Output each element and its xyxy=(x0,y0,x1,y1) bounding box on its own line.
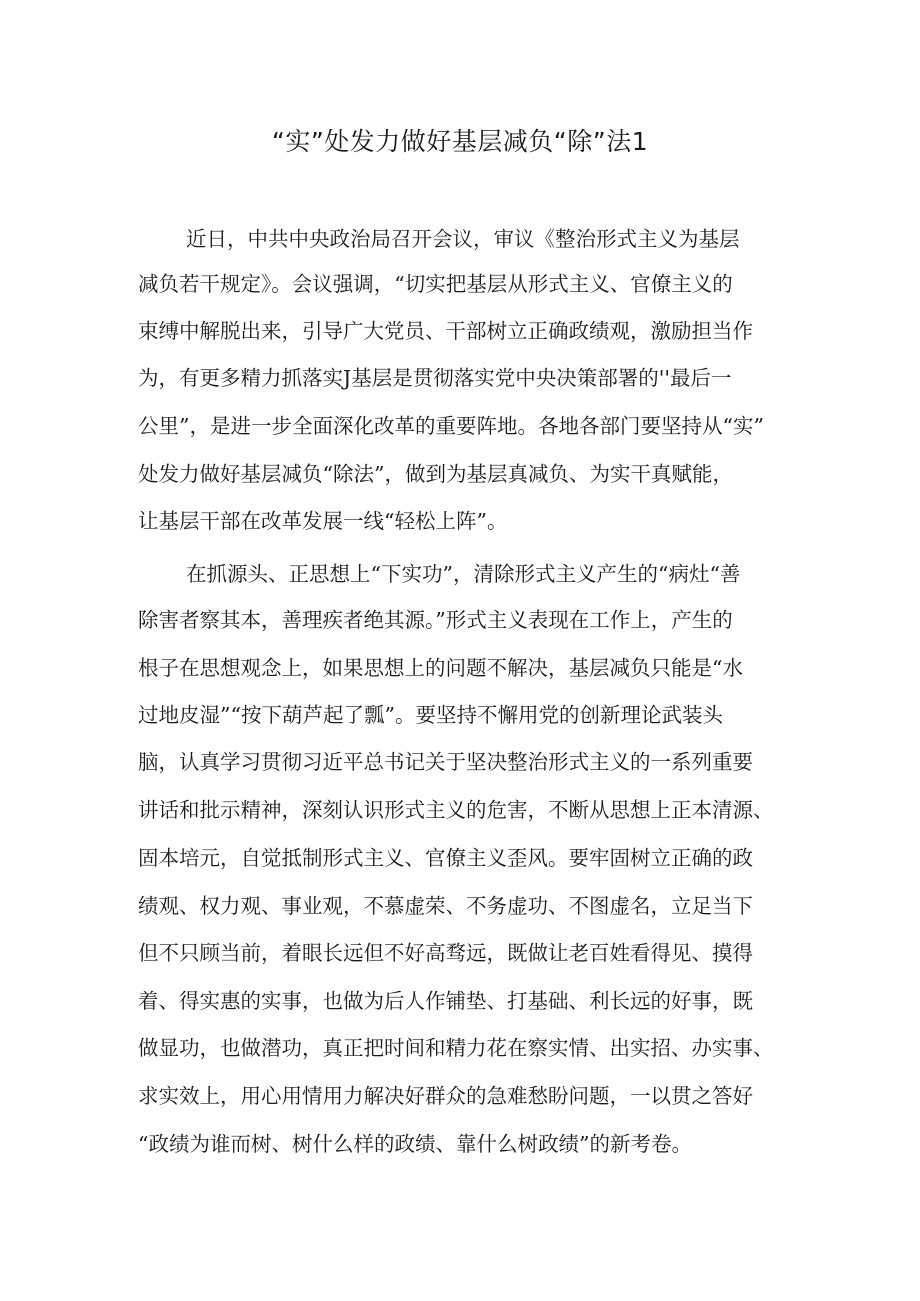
paragraph-2-line-7: 固本培元，自觉抵制形式主义、官僚主义歪风。要牢固树立正确的政 xyxy=(138,846,753,870)
paragraph-2-line-2: 除害者察其本，善理疾者绝其源。”形式主义表现在工作上，产生的 xyxy=(138,608,733,632)
paragraph-1-line-4: 为，有更多精力抓落实J基层是贯彻落实党中央决策部署的''最后一 xyxy=(138,366,732,390)
paragraph-2-line-3: 根子在思想观念上，如果思想上的问题不解决，基层减负只能是“水 xyxy=(138,656,743,680)
paragraph-2-line-9: 但不只顾当前，着眼长远但不好高骛远，既做让老百姓看得见、摸得 xyxy=(138,941,753,965)
paragraph-2-line-5: 脑，认真学习贯彻习近平总书记关于坚决整治形式主义的一系列重要 xyxy=(138,750,753,774)
paragraph-2-line-12: 求实效上，用心用情用力解决好群众的急难愁盼问题，一以贯之答好 xyxy=(138,1084,753,1108)
paragraph-2-line-10: 着、得实惠的实事，也做为后人作铺垫、打基础、利长远的好事，既 xyxy=(138,989,753,1013)
paragraph-2-line-1: 在抓源头、正思想上“下实功”，清除形式主义产生的“病灶“善 xyxy=(186,562,741,586)
paragraph-1-line-3: 束缚中解脱出来，引导广大党员、干部树立正确政绩观，激励担当作 xyxy=(138,319,753,343)
paragraph-2-line-13: “政绩为谁而树、树什么样的政绩、靠什么树政绩”的新考卷。 xyxy=(138,1132,692,1156)
paragraph-1-line-1: 近日，中共中央政治局召开会议，审议《整治形式主义为基层 xyxy=(186,227,740,251)
paragraph-2-line-6: 讲话和批示精神，深刻认识形式主义的危害，不断从思想上正本清源、 xyxy=(138,798,774,822)
paragraph-2-line-8: 绩观、权力观、事业观，不慕虚荣、不务虚功、不图虚名，立足当下 xyxy=(138,894,753,918)
paragraph-1-line-6: 处发力做好基层减负“除法”，做到为基层真减负、为实干真赋能， xyxy=(138,462,733,486)
paragraph-1-line-7: 让基层干部在改革发展一线“轻松上阵”。 xyxy=(138,509,508,533)
paragraph-2-line-4: 过地皮湿”“按下葫芦起了瓢”。要坚持不懈用党的创新理论武装头 xyxy=(138,703,723,727)
paragraph-2-line-11: 做显功，也做潜功，真正把时间和精力花在察实情、出实招、办实事、 xyxy=(138,1036,774,1060)
document-title: “实”处发力做好基层减负“除”法1 xyxy=(271,127,649,156)
paragraph-1-line-2: 减负若干规定》。会议强调，“切实把基层从形式主义、官僚主义的 xyxy=(138,272,733,296)
paragraph-1-line-5: 公里”，是进一步全面深化改革的重要阵地。各地各部门要坚持从“实” xyxy=(138,414,764,438)
